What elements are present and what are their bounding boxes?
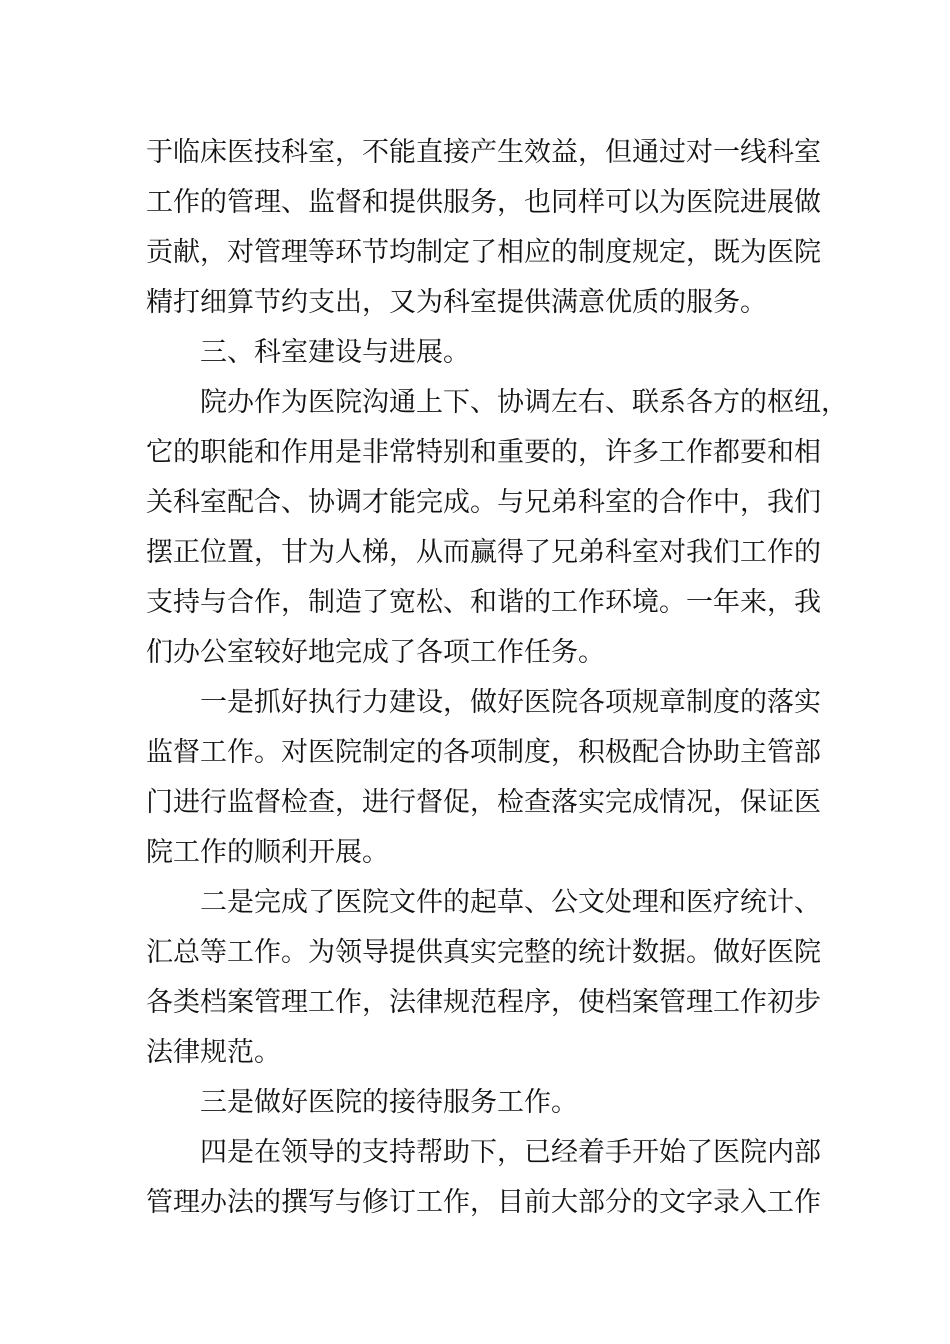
- paragraph-line: 贡献，对管理等环节均制定了相应的制度规定，既为医院: [146, 237, 821, 268]
- paragraph-line: 摆正位置，甘为人梯，从而赢得了兄弟科室对我们工作的: [146, 537, 821, 568]
- paragraph-line: 四是在领导的支持帮助下，已经着手开始了医院内部: [200, 1137, 821, 1168]
- section-heading: [146, 328, 810, 378]
- paragraph-line: 汇总等工作。为领导提供真实完整的统计数据。做好医院: [146, 937, 821, 968]
- paragraph-line: 关科室配合、协调才能完成。与兄弟科室的合作中，我们: [146, 487, 821, 518]
- paragraph-line: 院工作的顺利开展。: [146, 837, 389, 868]
- paragraph-line: 精打细算节约支出，又为科室提供满意优质的服务。: [146, 287, 767, 318]
- paragraph-5: [146, 878, 821, 1078]
- paragraph-line: 工作的管理、监督和提供服务，也同样可以为医院进展做: [146, 187, 821, 218]
- paragraph-4: [146, 678, 821, 878]
- paragraph-line: 院办作为医院沟通上下、协调左右、联系各方的枢纽，: [200, 387, 848, 418]
- paragraph-line: 法律规范。: [146, 1037, 281, 1068]
- paragraph-6: [146, 1078, 810, 1128]
- paragraph-line: 监督工作。对医院制定的各项制度，积极配合协助主管部: [146, 737, 821, 768]
- paragraph-line: 各类档案管理工作，法律规范程序，使档案管理工作初步: [146, 987, 821, 1018]
- paragraph-line: 三是做好医院的接待服务工作。: [200, 1087, 578, 1118]
- paragraph-line: 于临床医技科室，不能直接产生效益，但通过对一线科室: [146, 137, 821, 168]
- paragraph-7: [146, 1128, 821, 1228]
- paragraph-line: 门进行监督检查，进行督促，检查落实完成情况，保证医: [146, 787, 821, 818]
- paragraph-line: 管理办法的撰写与修订工作，目前大部分的文字录入工作: [146, 1187, 821, 1218]
- paragraph-line: 二是完成了医院文件的起草、公文处理和医疗统计、: [200, 887, 821, 918]
- paragraph-1: [146, 128, 821, 328]
- paragraph-line: 支持与合作，制造了宽松、和谐的工作环境。一年来，我: [146, 587, 821, 618]
- paragraph-line: 它的职能和作用是非常特别和重要的，许多工作都要和相: [146, 437, 821, 468]
- paragraph-line: 一是抓好执行力建设，做好医院各项规章制度的落实: [200, 687, 821, 718]
- paragraph-3: [146, 378, 848, 678]
- document-body: [146, 128, 848, 1228]
- paragraph-line: 们办公室较好地完成了各项工作任务。: [146, 637, 605, 668]
- section-heading-text: 三、科室建设与进展。: [200, 337, 470, 368]
